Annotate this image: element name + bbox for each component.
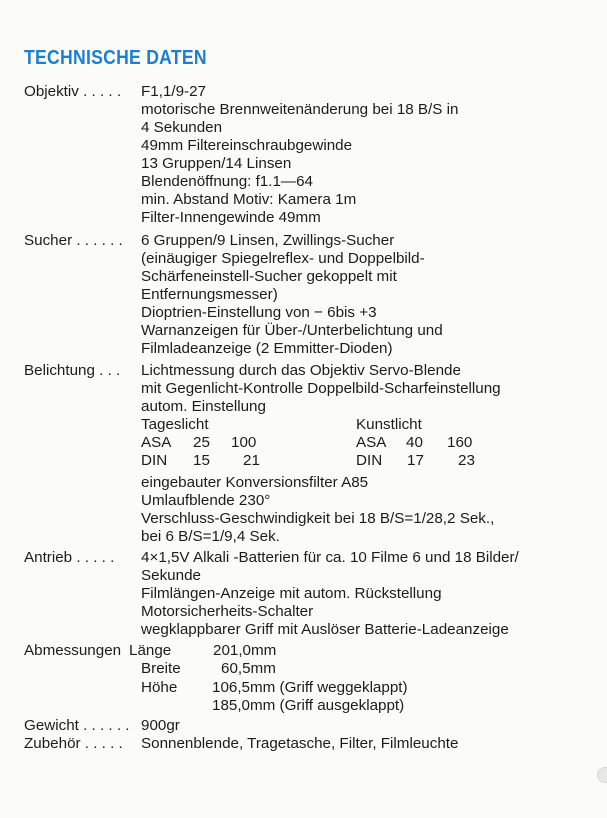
gewicht-row [0,717,607,735]
objektiv-line: Blendenöffnung: f1.1—64 [141,173,313,190]
objektiv-line: min. Abstand Motiv: Kamera 1m [141,191,357,208]
sucher-line: (einäugiger Spiegelreflex- und Doppelbild- [141,250,425,267]
sucher-line: Warnanzeigen für Über-/Unterbelichtung und [141,322,443,339]
asa-cell: 100 [231,434,257,451]
antrieb-line: Sekunde [141,567,201,584]
dimension-value: 201,0mm [213,642,277,659]
dimension-value: 185,0mm (Griff ausgeklappt) [212,697,405,714]
antrieb-line: wegklappbarer Griff mit Auslöser Batterie-Ladeanzeige [141,621,509,638]
asa-cell: 25 [193,434,210,451]
abmessungen-label: Abmessungen [24,642,122,659]
asa-row [0,434,607,452]
antrieb-label: Antrieb . . . . . [24,549,115,566]
belichtung-row [0,362,607,380]
din-cell: 15 [193,452,210,469]
dimension-name: Höhe [141,679,178,696]
asa-cell: ASA [356,434,387,451]
objektiv-line: F1,1/9-27 [141,83,207,100]
belichtung-line: Verschluss-Geschwindigkeit bei 18 B/S=1/28,2 Sek., [141,510,495,527]
belichtung-line: mit Gegenlicht-Kontrolle Doppelbild-Scharfeinstellung [141,380,501,397]
objektiv-line: Filter-Innengewinde 49mm [141,209,321,226]
sucher-line: Entfernungsmesser) [141,286,278,303]
dimension-name: Länge [129,642,172,659]
zubehoer-value: Sonnenblende, Tragetasche, Filter, Filmleuchte [141,735,459,752]
dimension-row [0,697,607,715]
asa-cell: 160 [447,434,473,451]
abmessungen-row [0,642,607,660]
page-title: TECHNISCHE DATEN [24,47,207,69]
antrieb-line: 4×1,5V Alkali -Batterien für ca. 10 Filme 6 und 18 Bilder/ [141,549,519,566]
punch-hole [597,767,607,783]
objektiv-line: 13 Gruppen/14 Linsen [141,155,292,172]
sucher-line: Filmladeanzeige (2 Emmitter-Dioden) [141,340,393,357]
objektiv-line: motorische Brennweitenänderung bei 18 B/S in [141,101,459,118]
sucher-line: Schärfeneinstell-Sucher gekoppelt mit [141,268,397,285]
zubehoer-row [0,735,607,753]
zubehoer-label: Zubehör . . . . . [24,735,123,752]
asa-cell: ASA [141,434,172,451]
din-cell: 17 [407,452,424,469]
din-row [0,452,607,470]
objektiv-line: 4 Sekunden [141,119,223,136]
sucher-label: Sucher . . . . . . [24,232,123,249]
sucher-line: 6 Gruppen/9 Linsen, Zwillings-Sucher [141,232,395,249]
dimension-value: 106,5mm (Griff weggeklappt) [212,679,408,696]
objektiv-line: 49mm Filtereinschraubgewinde [141,137,353,154]
din-cell: 23 [458,452,475,469]
belichtung-line: bei 6 B/S=1/9,4 Sek. [141,528,280,545]
belichtung-line: autom. Einstellung [141,398,266,415]
sucher-line: Dioptrien-Einstellung von − 6bis +3 [141,304,377,321]
asa-cell: 40 [406,434,423,451]
kunstlicht-heading: Kunstlicht [356,416,422,433]
din-cell: DIN [356,452,383,469]
gewicht-value: 900gr [141,717,180,734]
objektiv-row [0,83,607,101]
din-cell: 21 [243,452,260,469]
gewicht-label: Gewicht . . . . . . [24,717,130,734]
sucher-row [0,232,607,250]
objektiv-label: Objektiv . . . . . [24,83,122,100]
belichtung-line: Lichtmessung durch das Objektiv Servo-Blende [141,362,461,379]
tageslicht-heading: Tageslicht [141,416,209,433]
belichtung-label: Belichtung . . . [24,362,121,379]
antrieb-line: Motorsicherheits-Schalter [141,603,314,620]
din-cell: DIN [141,452,168,469]
dimension-name: Breite [141,660,181,677]
antrieb-row [0,549,607,567]
belichtung-line: Umlaufblende 230° [141,492,271,509]
dimension-value: 60,5mm [221,660,276,677]
dimension-row [0,660,607,678]
antrieb-line: Filmlängen-Anzeige mit autom. Rückstellung [141,585,442,602]
dimension-row [0,679,607,697]
belichtung-line: eingebauter Konversionsfilter A85 [141,474,369,491]
film-speed-headings [0,416,607,434]
